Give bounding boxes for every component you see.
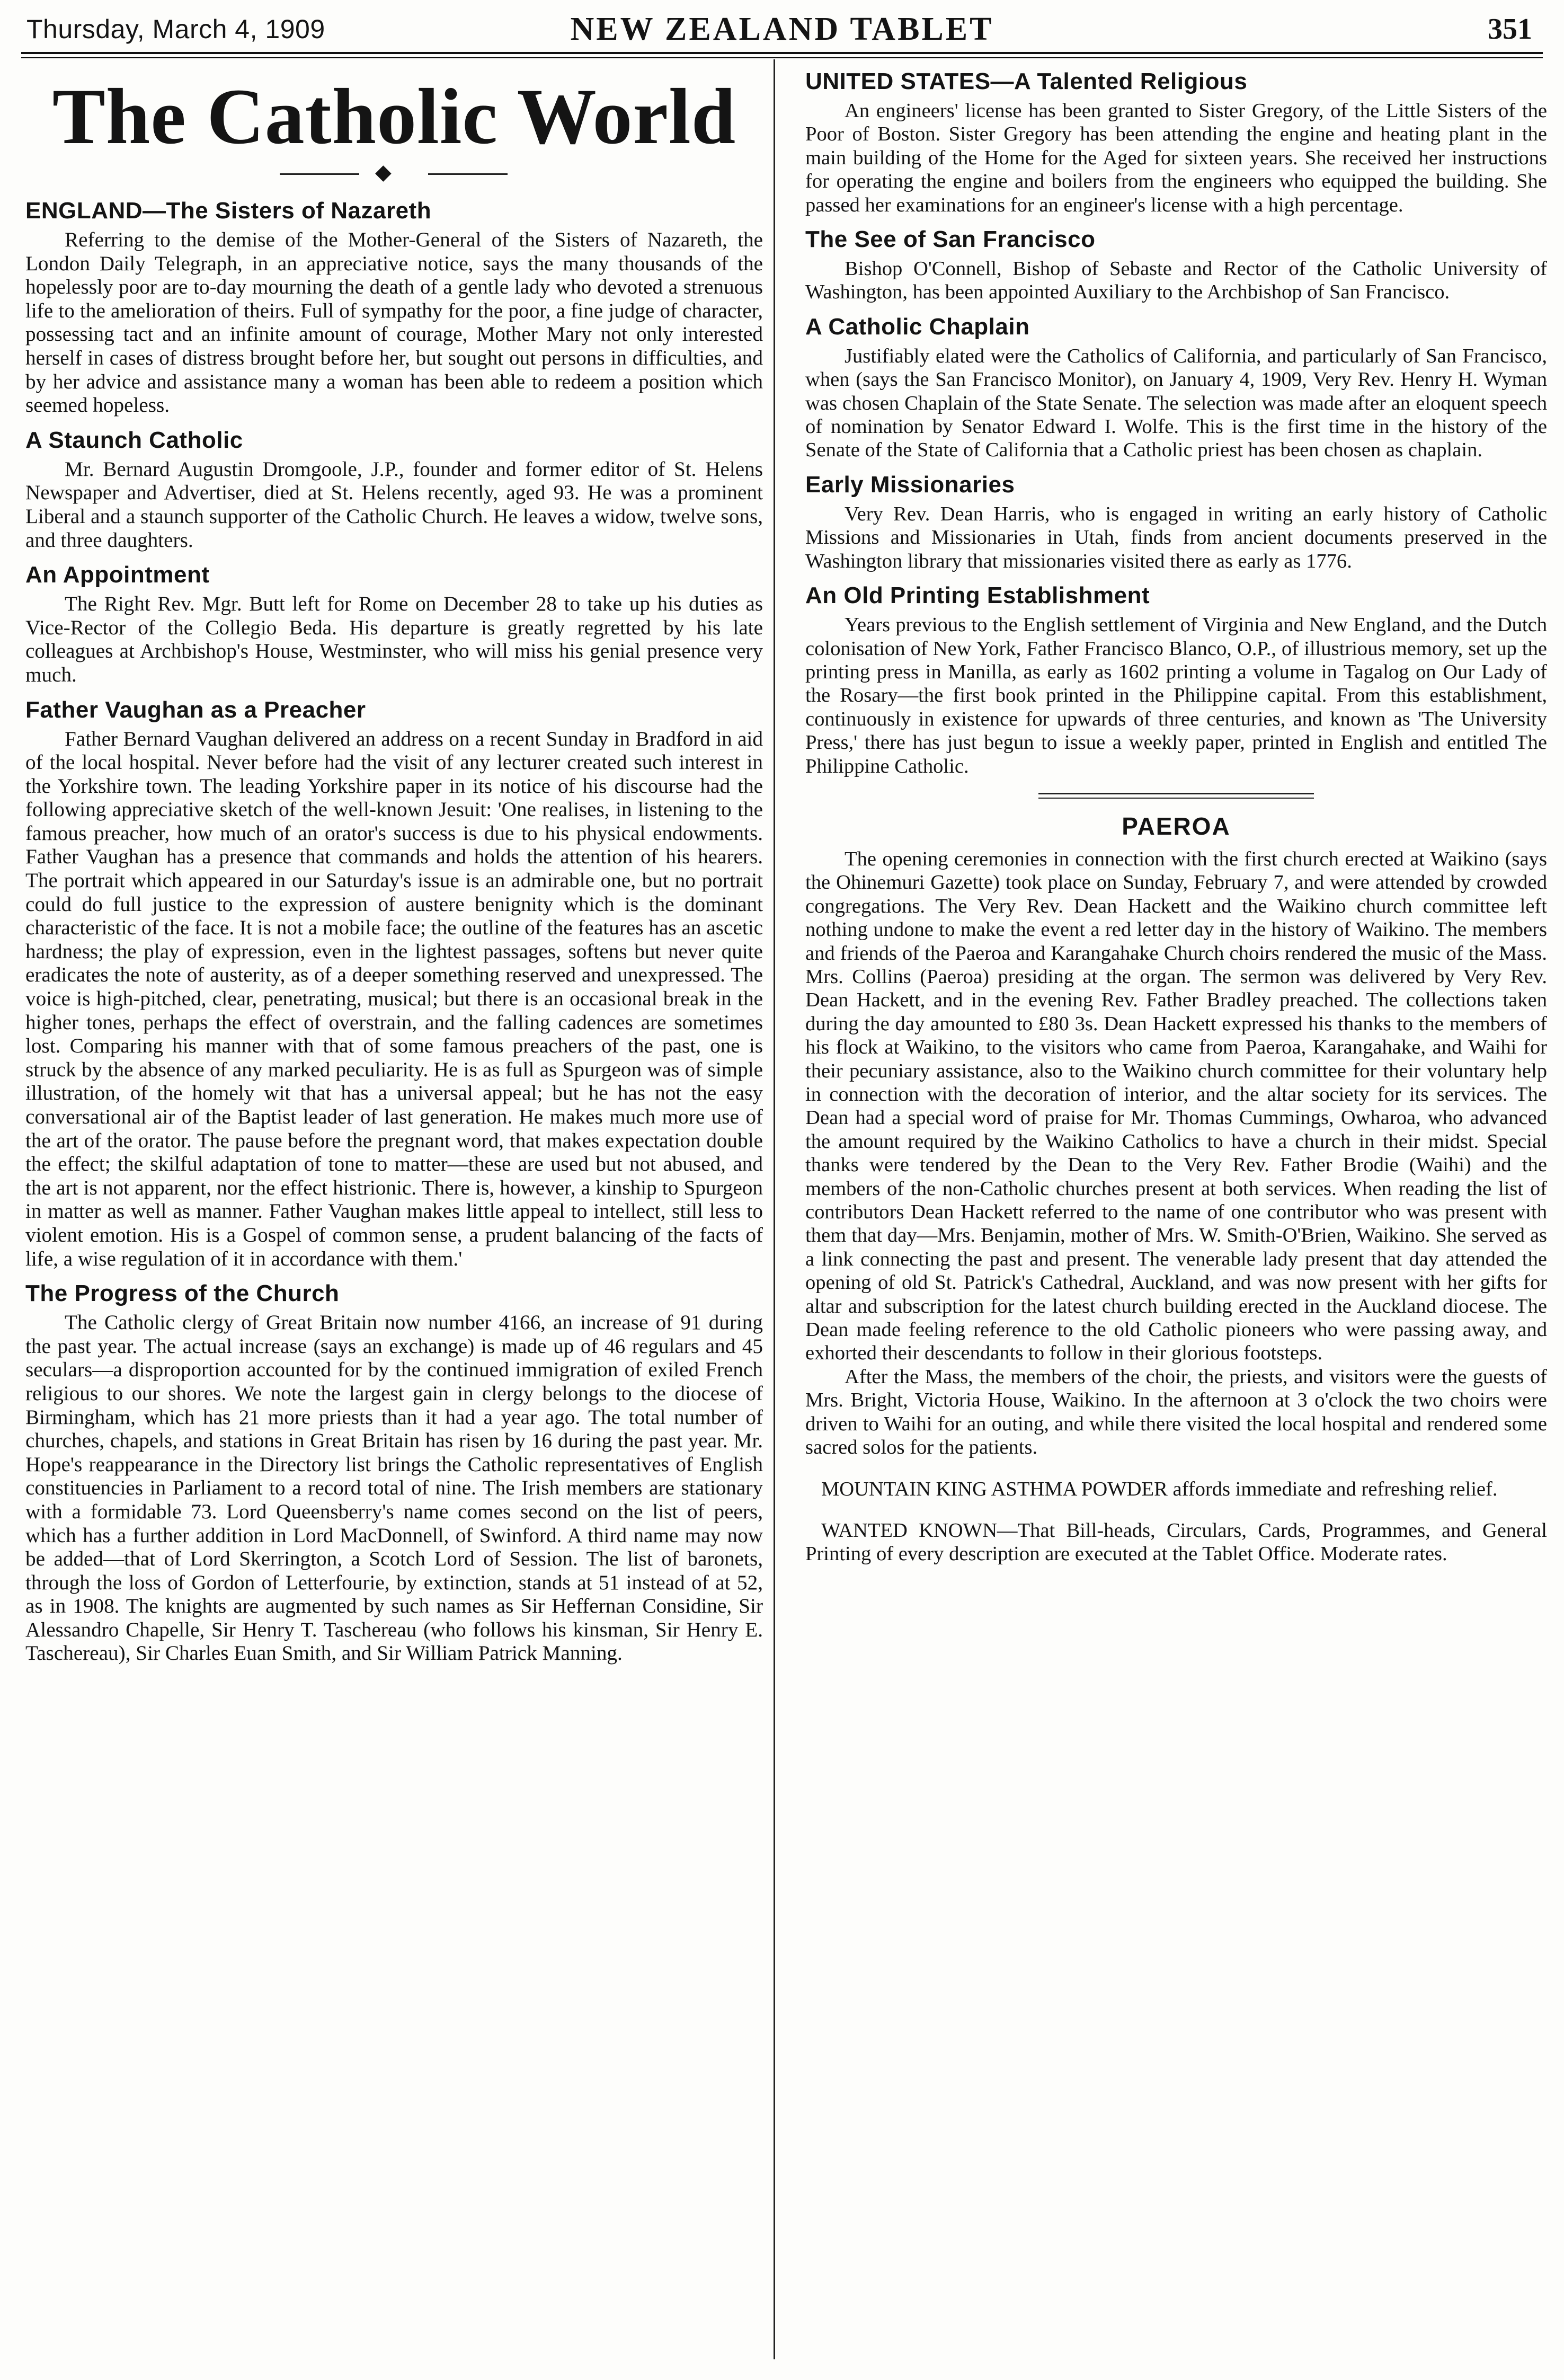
- article-heading: Early Missionaries: [805, 471, 1015, 498]
- article-body: The Right Rev. Mgr. Butt left for Rome on December 28 to take up his duties as Vice-Rector of the Collegio Beda. His departure is greatly regretted by his late colleagues at Archbishop's House, Westminster, who will miss his genial presence very much.: [25, 592, 763, 686]
- article-body: Mr. Bernard Augustin Dromgoole, J.P., founder and former editor of St. Helens Newspaper and Advertiser, died at St. Helens recently, aged 93. He was a prominent Liberal and a staunch supporter of the Catholic Church. He leaves a widow, twelve sons, and three daughters.: [25, 457, 763, 552]
- ornament-line: [280, 173, 359, 175]
- article-body: Father Bernard Vaughan delivered an address on a recent Sunday in Bradford in aid of the local hospital. Never before had the visit of any lecturer created such interest in the Yorkshire town. The leading Yorkshire paper in its notice of his discourse had the following appreciative sketch of the well-known Jesuit: 'One realises, in listening to the famous preacher, how much of an orator's success is due to his physical endowments. Father Vaughan has a presence that commands and holds the attention of his hearers. The portrait which appeared in our Saturday's issue is an admirable one, but no portrait could do full justice to the expression of austere benignity which is the dominant characteristic of the face. It is not a mobile face; the outline of the features has an ascetic hardness; the play of expression, even in the lightest passages, softens but never quite eradicates the note of austerity, as of a deeper something reserved and unexpressed. The voice is high-pitched, clear, penetrating, musical; but there is an occasional break in the higher tones, perhaps the effect of overstrain, and the falling cadences are sometimes lost. Comparing his manner with that of some famous preachers of the past, one is struck by the absence of any marked peculiarity. He is as full as Spurgeon was of simple illustration, of the homely wit that has a universal appeal; but he has not the easy conversational air of the Baptist leader of last generation. He makes much more use of the art of the orator. The pause before the pregnant word, that makes expectation double the effect; the skilful adaptation of tone to matter—these are used but not abused, and the art is not apparent, nor the effect histrionic. There is, however, a kinship to Spurgeon in matter as well as manner. Father Vaughan makes little appeal to intellect, still less to violent emotion. His is a Gospel of common sense, a prudent balancing of the facts of life, a wise regulation of it in accordance with them.': [25, 727, 763, 1270]
- article-staunch-catholic: [25, 425, 763, 552]
- header-rule: [21, 52, 1543, 54]
- article-heading: UNITED STATES—A Talented Religious: [805, 68, 1248, 94]
- title-ornament: [25, 162, 763, 188]
- article-heading: PAEROA: [1122, 812, 1231, 840]
- article-progress-of-church: [25, 1278, 763, 1666]
- page-number: 351: [1488, 13, 1532, 46]
- article-paeroa: [805, 810, 1547, 1459]
- section-separator: [1038, 793, 1314, 799]
- left-column: [25, 66, 763, 2372]
- diamond-icon: ◆: [375, 160, 392, 184]
- article-heading: An Old Printing Establishment: [805, 582, 1150, 609]
- article-father-vaughan: [25, 695, 763, 1271]
- article-heading: An Appointment: [25, 562, 210, 588]
- column-divider: [774, 59, 775, 2359]
- article-body: The Catholic clergy of Great Britain now number 4166, an increase of 91 during the past year. The actual increase (says an exchange) is made up of 46 regulars and 45 seculars—a disproportion accounted for by the continued immigration of exiled French religious to our shores. We note the largest gain in clergy belongs to the diocese of Birmingham, which has 21 more priests than it had a year ago. The total number of churches, chapels, and stations in Great Britain has risen by 16 during the past year. Mr. Hope's reappearance in the Directory list brings the Catholic representatives of English constituencies in Parliament to a record total of nine. The Irish members are stationary with a formidable 73. Lord Queensberry's name comes second on the list of peers, which has a further addition in Lord MacDonnell, of Swinford. A third name may now be added—that of Lord Skerrington, a Scotch Lord of Session. The list of baronets, through the loss of Gordon of Letterfourie, by extinction, stands at 51 instead of at 52, as in 1908. The knights are augmented by such names as Sir Heffernan Considine, Sir Alessandro Chapelle, Sir Henry T. Taschereau (who follows his kinsman, Sir Henry E. Taschereau), Sir Charles Euan Smith, and Sir William Patrick Manning.: [25, 1311, 763, 1665]
- article-body: After the Mass, the members of the choir, the priests, and visitors were the guests of Mrs. Bright, Victoria House, Waikino. In the afternoon at 3 o'clock the two choirs were driven to Waihi for an outing, and while there visited the local hospital and rendered some sacred solos for the patients.: [805, 1365, 1547, 1459]
- ornament-line: [428, 173, 508, 175]
- advert-asthma-powder: [805, 1477, 1547, 1501]
- article-heading: A Staunch Catholic: [25, 427, 243, 453]
- article-catholic-chaplain: [805, 312, 1547, 462]
- article-sisters-of-nazareth: [25, 196, 763, 418]
- advert-text: MOUNTAIN KING ASTHMA POWDER affords immediate and refreshing relief.: [821, 1477, 1498, 1500]
- article-appointment: [25, 560, 763, 687]
- article-heading: A Catholic Chaplain: [805, 313, 1030, 340]
- issue-date: Thursday, March 4, 1909: [26, 14, 325, 44]
- section-title: The Catholic World: [52, 73, 736, 161]
- header-rule-thin: [21, 57, 1543, 58]
- publication-title: NEW ZEALAND TABLET: [570, 11, 994, 47]
- advert-text: WANTED KNOWN—That Bill-heads, Circulars, Cards, Programmes, and General Printing of every description are executed at the Tablet Office. Moderate rates.: [805, 1519, 1547, 1565]
- article-body: Very Rev. Dean Harris, who is engaged in writing an early history of Catholic Missions and Missionaries in Utah, finds from ancient documents preserved in the Washington library that missionaries visited there as early as 1776.: [805, 502, 1547, 572]
- article-body: The opening ceremonies in connection with the first church erected at Waikino (says the Ohinemuri Gazette) took place on Sunday, February 7, and were attended by crowded congregations. The Very Rev. Dean Hackett and the Waikino church committee left nothing undone to make the event a red letter day in the history of Waikino. The members and friends of the Paeroa and Karangahake Church choirs rendered the music of the Mass. Mrs. Collins (Paeroa) presiding at the organ. The sermon was delivered by Very Rev. Dean Hackett, and in the evening Rev. Father Bradley preached. The collections taken during the day amounted to £80 3s. Dean Hackett expressed his thanks to the members of his flock at Waikino, to the visitors who came from Paeroa, Karangahake, and Waihi for their pecuniary assistance, also to the Waikino church committee for their voluntary help in connection with the decoration of interior, and the altar society for its services. The Dean had a special word of praise for Mr. Thomas Cummings, Owharoa, who advanced the amount required by the Waikino Catholics to have a church in their midst. Special thanks were tendered by the Dean to the Very Rev. Father Brodie (Waihi) and the members of the non-Catholic churches present at both services. When reading the list of contributors Dean Hackett referred to the name of one contributor who was present with them that day—Mrs. Benjamin, mother of Mrs. W. Smith-O'Brien, Waikino. She served as a link connecting the past and present. The venerable lady present that day attended the opening of old St. Patrick's Cathedral, Auckland, and was now present with her gifts for altar and subscription for the latest church building erected in the Auckland diocese. The Dean made feeling reference to the old Catholic pioneers who were passing away, and exhorted their descendants to follow in their glorious footsteps.: [805, 847, 1547, 1365]
- advert-printing: [805, 1519, 1547, 1566]
- article-heading: The Progress of the Church: [25, 1280, 340, 1307]
- article-heading: The See of San Francisco: [805, 226, 1096, 253]
- article-body: Referring to the demise of the Mother-General of the Sisters of Nazareth, the London Daily Telegraph, in an appreciative notice, says the many thousands of the hopelessly poor are to-day mourning the death of a gentle lady who devoted a strenuous life to the amelioration of theirs. Full of sympathy for the poor, a fine judge of character, possessing tact and an infinite amount of courage, Mother Mary not only interested herself in cases of distress brought before her, but sought out persons in difficulties, and by her advice and assistance many a woman has been able to redeem a position which seemed hopeless.: [25, 228, 763, 417]
- article-body: Bishop O'Connell, Bishop of Sebaste and Rector of the Catholic University of Washington, has been appointed Auxiliary to the Archbishop of San Francisco.: [805, 258, 1547, 304]
- article-talented-religious: [805, 66, 1547, 217]
- right-column: [805, 66, 1547, 2372]
- article-early-missionaries: [805, 470, 1547, 573]
- article-body: Justifiably elated were the Catholics of California, and particularly of San Francisco, when (says the San Francisco Monitor), on January 4, 1909, Very Rev. Henry H. Wyman was chosen Chaplain of the State Senate. The selection was made after an eloquent speech of nomination by Senator Edward I. Wolfe. This is the first time in the history of the Senate of the State of California that a Catholic priest has been chosen as chaplain.: [805, 344, 1547, 462]
- article-old-printing: [805, 580, 1547, 778]
- article-heading: ENGLAND—The Sisters of Nazareth: [25, 198, 432, 224]
- running-head: [16, 6, 1548, 52]
- article-body: An engineers' license has been granted to Sister Gregory, of the Little Sisters of the Poor of Boston. Sister Gregory has been attending the engine and heating plant in the main building of the Home for the Aged for sixteen years. She received her instructions for operating the engine and boilers from the engineers who equipped the building. She passed her examinations for an engineer's license with a high percentage.: [805, 100, 1547, 216]
- article-heading: Father Vaughan as a Preacher: [25, 696, 366, 723]
- article-see-of-san-francisco: [805, 224, 1547, 304]
- article-body: Years previous to the English settlement of Virginia and New England, and the Dutch colonisation of New York, Father Francisco Blanco, O.P., of illustrious memory, set up the printing press in Manilla, as early as 1602 printing a volume in Tagalog on Our Lady of the Rosary—the first book printed in the Philippine capital. From this establishment, continuously in existence for upwards of three centuries, and known as 'The University Press,' there has just begun to issue a weekly paper, printed in English and entitled The Philippine Catholic.: [805, 614, 1547, 777]
